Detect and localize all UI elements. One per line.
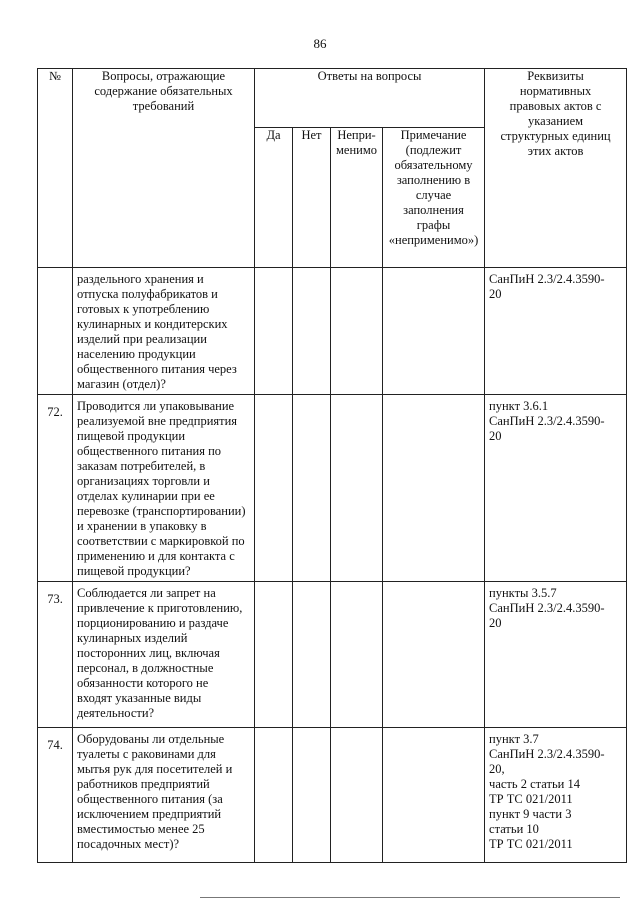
row-question: Соблюдается ли запрет на привлечение к приготовлению, порционированию и раздаче кулинарных изделий посторонних лиц, включая персонал, в должностные обязанности которого не входят указанные виды деятельности? <box>73 582 255 728</box>
row-question: Оборудованы ли отдельные туалеты с раковинами для мытья рук для посетителей и работников предприятий общественного питания (за исключением предприятий вместимостью менее 25 посадочных мест)? <box>73 728 255 863</box>
row-number: 73. <box>38 582 73 728</box>
cell-yes[interactable] <box>255 268 293 395</box>
cell-yes[interactable] <box>255 582 293 728</box>
footer-rule <box>200 897 620 898</box>
row-number: 74. <box>38 728 73 863</box>
header-yes: Да <box>255 128 293 268</box>
row-question: раздельного хранения и отпуска полуфабрикатов и готовых к употреблению кулинарных и кондитерских изделий при реализации населению продукции общественного питания через магазин (отдел)? <box>73 268 255 395</box>
row-requisites: пункты 3.5.7 СанПиН 2.3/2.4.3590- 20 <box>485 582 627 728</box>
header-note: Примечание (подлежит обязательному заполнению в случае заполнения графы «неприменимо») <box>383 128 485 268</box>
cell-note[interactable] <box>383 728 485 863</box>
row-requisites: пункт 3.6.1 СанПиН 2.3/2.4.3590- 20 <box>485 395 627 582</box>
header-no: Нет <box>293 128 331 268</box>
cell-note[interactable] <box>383 582 485 728</box>
cell-yes[interactable] <box>255 728 293 863</box>
cell-not-applicable[interactable] <box>331 582 383 728</box>
cell-not-applicable[interactable] <box>331 728 383 863</box>
row-number: 72. <box>38 395 73 582</box>
cell-yes[interactable] <box>255 395 293 582</box>
table-row <box>38 582 627 728</box>
page-number: 86 <box>313 36 327 51</box>
cell-note[interactable] <box>383 395 485 582</box>
row-question: Проводится ли упаковывание реализуемой вне предприятия пищевой продукции общественного питания по заказам потребителей, в организациях торговли и отделах кулинарии при ее перевозке (транспортировании) и хранении в упаковку в соответствии с маркировкой по применению и для контакта с пищевой продукции? <box>73 395 255 582</box>
table-row <box>38 728 627 863</box>
cell-not-applicable[interactable] <box>331 395 383 582</box>
header-question: Вопросы, отражающие содержание обязательных требований <box>73 69 255 268</box>
header-answers: Ответы на вопросы <box>255 69 485 128</box>
cell-note[interactable] <box>383 268 485 395</box>
table-row <box>38 395 627 582</box>
header-not-applicable: Непри- менимо <box>331 128 383 268</box>
row-requisites: пункт 3.7 СанПиН 2.3/2.4.3590- 20, часть 2 статьи 14 ТР ТС 021/2011 пункт 9 части 3 статьи 10 ТР ТС 021/2011 <box>485 728 627 863</box>
header-requisites: Реквизиты нормативных правовых актов с указанием структурных единиц этих актов <box>485 69 627 268</box>
checklist-table <box>37 68 627 863</box>
row-number <box>38 268 73 395</box>
cell-no[interactable] <box>293 728 331 863</box>
cell-no[interactable] <box>293 268 331 395</box>
header-number: № <box>38 69 73 268</box>
cell-not-applicable[interactable] <box>331 268 383 395</box>
row-requisites: СанПиН 2.3/2.4.3590- 20 <box>485 268 627 395</box>
cell-no[interactable] <box>293 582 331 728</box>
cell-no[interactable] <box>293 395 331 582</box>
table-row <box>38 268 627 395</box>
